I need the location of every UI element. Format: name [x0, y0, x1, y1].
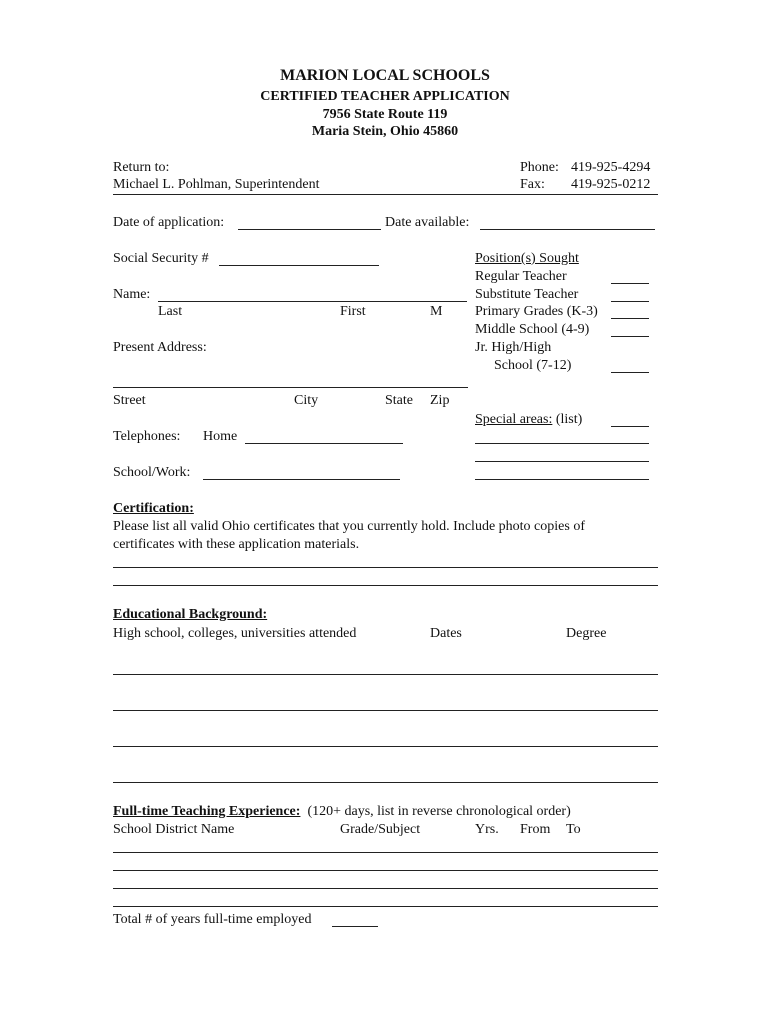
ssn-field[interactable] — [219, 265, 379, 266]
form-title: CERTIFIED TEACHER APPLICATION — [260, 89, 510, 104]
date-available-field[interactable] — [480, 229, 655, 230]
address-field[interactable] — [113, 387, 468, 388]
experience-line-3[interactable] — [113, 888, 658, 889]
last-name-caption: Last — [158, 304, 183, 319]
experience-line-2[interactable] — [113, 870, 658, 871]
education-col-degree: Degree — [566, 626, 607, 641]
certification-line-2[interactable] — [113, 585, 658, 586]
education-line-2[interactable] — [113, 710, 658, 711]
special-areas-line-3[interactable] — [475, 479, 649, 480]
special-areas-list: (list) — [555, 412, 583, 427]
phone-label: Phone: — [520, 160, 559, 175]
position-substitute: Substitute Teacher — [475, 287, 579, 302]
education-col-schools: High school, colleges, universities attended — [113, 626, 357, 641]
special-areas-line-1[interactable] — [475, 443, 649, 444]
ssn-label: Social Security # — [113, 251, 209, 266]
experience-line-1[interactable] — [113, 852, 658, 853]
special-areas-title: Special areas: — [475, 412, 553, 427]
position-substitute-field[interactable] — [611, 301, 649, 302]
home-phone-label: Home — [203, 429, 238, 444]
total-years-field[interactable] — [332, 926, 378, 927]
city-caption: City — [294, 393, 319, 408]
position-regular-field[interactable] — [611, 283, 649, 284]
position-school-7-12: School (7-12) — [494, 358, 572, 373]
date-application-field[interactable] — [238, 229, 381, 230]
positions-title: Position(s) Sought — [475, 251, 579, 266]
fax-label: Fax: — [520, 177, 545, 192]
address-line-2: Maria Stein, Ohio 45860 — [311, 124, 459, 139]
street-caption: Street — [113, 393, 146, 408]
total-years-label: Total # of years full-time employed — [113, 912, 312, 927]
experience-col-district: School District Name — [113, 822, 235, 837]
phone-number: 419-925-4294 — [571, 160, 651, 175]
school-work-phone-field[interactable] — [203, 479, 400, 480]
education-line-1[interactable] — [113, 674, 658, 675]
fax-number: 419-925-0212 — [571, 177, 651, 192]
experience-col-from: From — [520, 822, 551, 837]
education-title: Educational Background: — [113, 607, 268, 622]
superintendent-name: Michael L. Pohlman, Superintendent — [113, 177, 320, 192]
return-to-label: Return to: — [113, 160, 170, 175]
experience-line-4[interactable] — [113, 906, 658, 907]
education-line-3[interactable] — [113, 746, 658, 747]
name-field[interactable] — [158, 301, 467, 302]
experience-title: Full-time Teaching Experience: — [113, 804, 301, 819]
zip-caption: Zip — [430, 393, 450, 408]
experience-note: (120+ days, list in reverse chronological order) — [307, 804, 571, 819]
experience-col-years: Yrs. — [475, 822, 499, 837]
school-work-label: School/Work: — [113, 465, 191, 480]
certification-line-1[interactable] — [113, 567, 658, 568]
experience-heading — [113, 803, 571, 820]
certification-title: Certification: — [113, 501, 194, 516]
certification-instruction-2: certificates with these application materials. — [113, 537, 360, 552]
position-primary-field[interactable] — [611, 318, 649, 319]
certification-instruction-1: Please list all valid Ohio certificates that you currently hold. Include photo copies of — [113, 519, 585, 534]
special-areas-check-field[interactable] — [611, 426, 649, 427]
first-name-caption: First — [340, 304, 366, 319]
date-application-label: Date of application: — [113, 215, 225, 230]
position-jr-high-field[interactable] — [611, 372, 649, 373]
special-areas-line-2[interactable] — [475, 461, 649, 462]
telephones-label: Telephones: — [113, 429, 181, 444]
experience-col-grade: Grade/Subject — [340, 822, 421, 837]
experience-col-to: To — [566, 822, 581, 837]
position-middle: Middle School (4-9) — [475, 322, 590, 337]
position-middle-field[interactable] — [611, 336, 649, 337]
special-areas-label — [475, 411, 582, 428]
date-available-label: Date available: — [385, 215, 470, 230]
education-col-dates: Dates — [430, 626, 462, 641]
present-address-label: Present Address: — [113, 340, 207, 355]
home-phone-field[interactable] — [245, 443, 403, 444]
position-regular: Regular Teacher — [475, 269, 567, 284]
address-line-1: 7956 State Route 119 — [322, 107, 448, 122]
state-caption: State — [385, 393, 413, 408]
middle-initial-caption: M — [430, 304, 443, 319]
education-line-4[interactable] — [113, 782, 658, 783]
position-jr-high: Jr. High/High — [475, 340, 552, 355]
school-name: MARION LOCAL SCHOOLS — [280, 67, 490, 84]
position-primary: Primary Grades (K-3) — [475, 304, 598, 319]
name-label: Name: — [113, 287, 151, 302]
header-divider — [113, 194, 658, 195]
